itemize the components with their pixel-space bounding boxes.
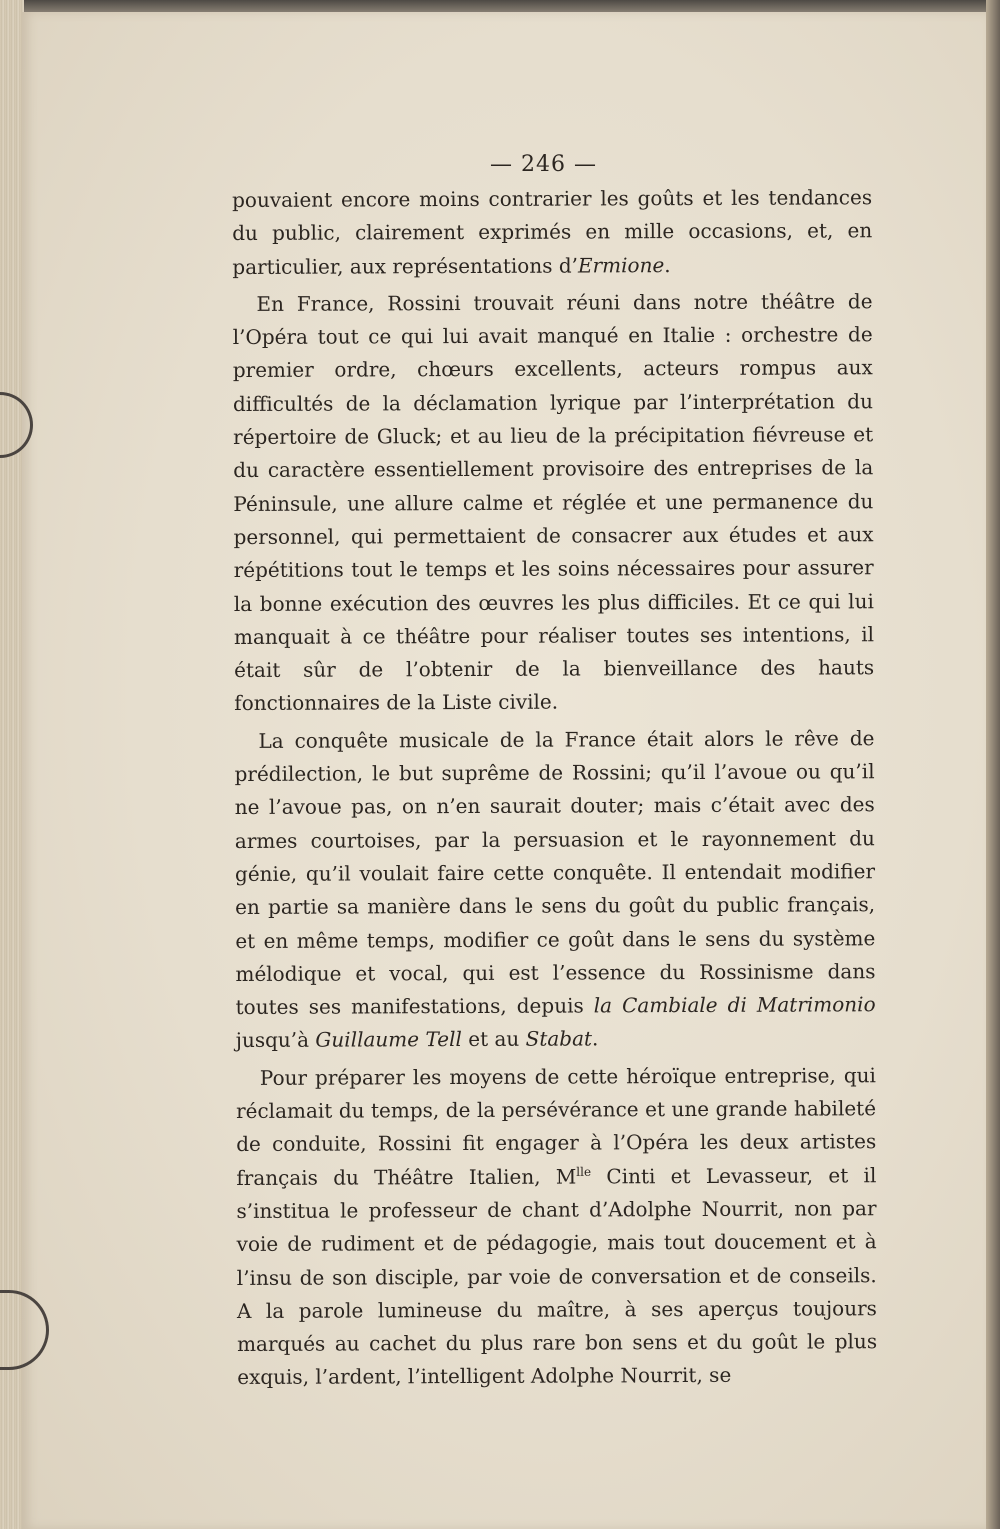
paragraph [236, 1059, 877, 1395]
text-run: Pour préparer les moyens de cette héroïque entreprise, qui réclamait du temps, de la persévérance et une grande habileté de conduite, Rossini fit engager à l’Opéra les deux artistes français du Théâtre Italien, M [235, 1062, 877, 1190]
paragraph [232, 181, 872, 284]
text-run: jusqu’à [235, 1028, 316, 1053]
italic-title: Stabat [525, 1026, 593, 1052]
page-number: — 246 — [490, 152, 597, 177]
italic-title: la Cambiale di Matrimonio [593, 992, 876, 1018]
text-run: et au [461, 1027, 526, 1052]
text-run: La conquête musicale de la France était alors le rêve de prédilection, le but suprême de Rossini; qu’il l’avoue ou qu’il ne l’avoue pas, on n’en saurait douter; mais c’était avec des armes courtoises, par la persuasion et le rayonnement du génie, qu’il voulait faire cette conquête. Il entendait modifier en partie sa manière dans le sens du goût du public français, et en même temps, modifier ce goût dans le sens du système mélodique et vocal, qui est l’essence du Rossinisme dans toutes ses manifestations, depuis [234, 725, 876, 1020]
text-run: . [664, 252, 671, 277]
text-run: . [591, 1026, 599, 1051]
superscript: lle [576, 1164, 592, 1179]
text-run: pouvaient encore moins contrarier les goûts et les tendances du public, clairement exprimés en mille occasions, et, en particulier, aux représentations d’ [232, 185, 873, 279]
paragraph [232, 285, 874, 721]
text-run: En France, Rossini trouvait réuni dans notre théâtre de l’Opéra tout ce qui lui avait manqué en Italie : orchestre de premier ordre, chœurs excellents, acteurs rompus aux difficultés de la déclamation lyrique par l’interprétation du répertoire de Gluck; et au lieu de la précipitation fiévreuse et du caractère essentiellement provisoire des entreprises de la Péninsule, une allure calme et réglée et une permanence du personnel, qui permettaient de consacrer aux études et aux répétitions tout le temps et les soins nécessaires pour assurer la bonne exécution des œuvres les plus difficiles. Et ce qui lui manquait à ce théâtre pour réaliser toutes ses intentions, il était sûr de l’obtenir de la bienveillance des hauts fonctionnaires de la Liste civile. [232, 289, 875, 716]
scanner-right-edge [986, 0, 1000, 1529]
body-text [232, 181, 877, 1394]
text-run: Cinti et Levasseur, et il s’institua le professeur de chant d’Adolphe Nourrit, non par voie de rudiment et de pédagogie, mais tout doucement et à l’insu de son disciple, par voie de conversation et de conseils. A la parole lumineuse du maître, à ses aperçus toujours marqués au cachet du plus rare bon sens et du goût le plus exquis, l’ardent, l’intelligent Adolphe Nourrit, se [236, 1162, 878, 1390]
italic-title: Guillaume Tell [315, 1027, 462, 1053]
paragraph [234, 722, 875, 1058]
italic-title: Ermione [577, 252, 665, 278]
